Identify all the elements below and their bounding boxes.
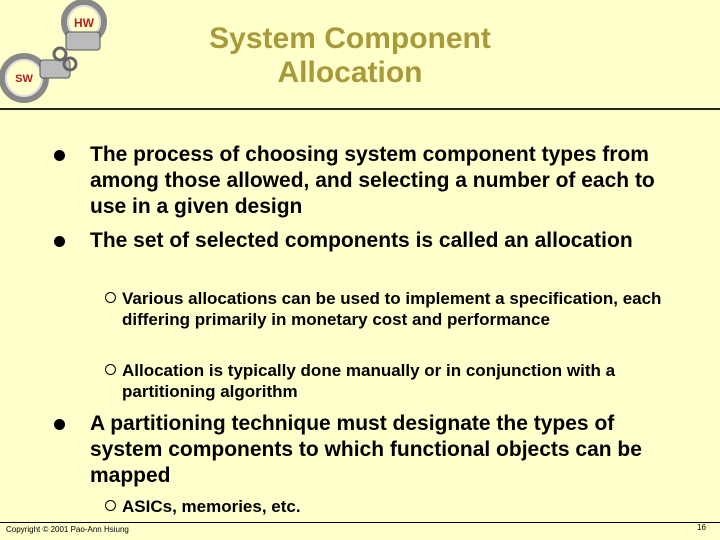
sub-bullet-2-1-text: Various allocations can be used to implement a specification, each differing primarily in monetary cost and performance	[122, 289, 662, 329]
bullet-dot-icon	[54, 419, 65, 430]
bullet-2	[90, 228, 680, 254]
sub-bullet-circle-icon	[105, 500, 116, 511]
sub-bullet-2-1	[122, 288, 667, 330]
sub-bullet-2-2	[122, 360, 667, 402]
bullet-1-text: The process of choosing system component types from among those allowed, and selecting a number of each to use in a given design	[90, 143, 655, 218]
sub-bullet-circle-icon	[105, 364, 116, 375]
bullet-3-text: A partitioning technique must designate the types of system components to which functional objects can be mapped	[90, 412, 642, 487]
bullet-dot-icon	[54, 236, 65, 247]
bullet-1	[90, 142, 680, 220]
sub-bullet-2-2-text: Allocation is typically done manually or in conjunction with a partitioning algorithm	[122, 361, 616, 401]
slide-title	[170, 22, 530, 90]
hw-sw-handcuff-logo	[0, 0, 120, 105]
footer-divider	[0, 522, 720, 523]
title-line-2: Allocation	[277, 56, 423, 89]
sub-bullet-3-1-text: ASICs, memories, etc.	[122, 497, 301, 516]
sw-label: SW	[15, 73, 33, 85]
bullet-2-text: The set of selected components is called an allocation	[90, 229, 633, 252]
bullet-dot-icon	[54, 150, 65, 161]
hw-label: HW	[74, 16, 94, 30]
page-number: 16	[697, 523, 706, 532]
sub-bullet-circle-icon	[105, 292, 116, 303]
title-line-1: System Component	[209, 22, 491, 55]
title-divider	[0, 108, 720, 110]
sub-bullet-3-1	[122, 496, 667, 517]
bullet-3	[90, 411, 680, 489]
handcuff-icon	[0, 0, 120, 105]
copyright-text: Copyright © 2001 Pao-Ann Hsiung	[6, 525, 129, 534]
